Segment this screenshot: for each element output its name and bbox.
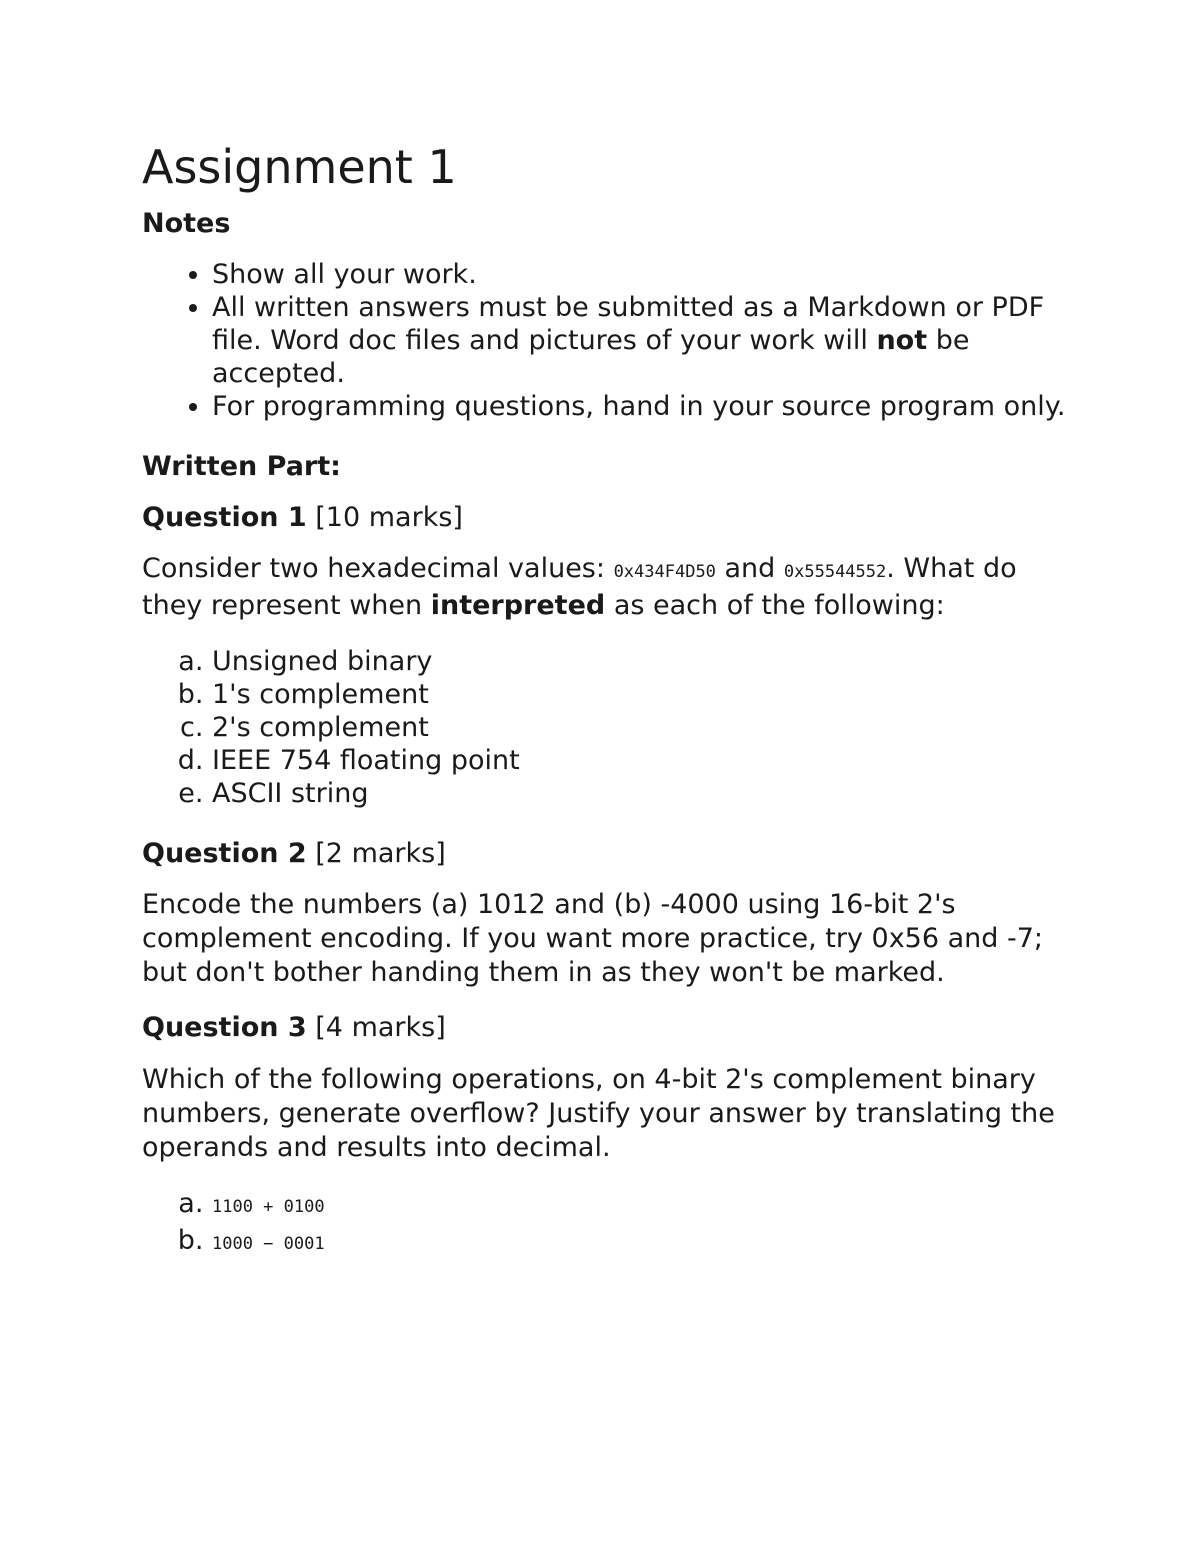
notes-written-post: be accepted. (212, 325, 970, 390)
question-1-text (142, 552, 1072, 623)
question-3-title: Question 3 (142, 1012, 307, 1044)
question-3-heading (142, 1012, 1072, 1044)
q1-text-and: and (715, 552, 784, 584)
question-2-marks: [2 marks] (306, 837, 446, 869)
question-2-text: Encode the numbers (a) 1012 and (b) -4000 using 16-bit 2's complement encoding. If you want more practice, try 0x56 and -7; but don't bother handing them in as they won't be marked. (142, 889, 1044, 989)
question-1-title: Question 1 (142, 501, 307, 533)
q3-option-a-code: 1100 + 0100 (212, 1196, 325, 1217)
notes-written-bold: not (876, 325, 928, 357)
q1-text-mid: . What do they represent when (142, 552, 1017, 621)
notes-item-written-answers (212, 291, 1072, 390)
question-1-options (142, 645, 1072, 810)
q1-hex-1: 0x434F4D50 (613, 561, 716, 582)
q1-option-a: a. Unsigned binary (212, 645, 1072, 678)
q1-text-pre: Consider two hexadecimal values: (142, 552, 614, 584)
q3-option-a (212, 1187, 1072, 1224)
q1-option-d: d. IEEE 754 floating point (212, 744, 1072, 777)
notes-list (142, 258, 1072, 423)
question-1-marks: [10 marks] (306, 501, 463, 533)
q1-option-e: e. ASCII string (212, 777, 1072, 810)
question-2-heading (142, 838, 1072, 870)
q1-option-b: b. 1's complement (212, 678, 1072, 711)
question-3-text: Which of the following operations, on 4-bit 2's complement binary numbers, generate overflow? Justify your answer by translating the operands and results into decimal. (142, 1063, 1055, 1163)
question-3-marks: [4 marks] (306, 1012, 446, 1044)
q1-text-post: as each of the following: (605, 589, 945, 621)
notes-item-programming: • For programming questions, hand in your source program only. (212, 390, 1072, 423)
question-2-title: Question 2 (142, 837, 307, 869)
notes-heading: Notes (142, 207, 231, 239)
notes-written-pre: All written answers must be submitted as a Markdown or PDF file. Word doc files and pictures of your work will (212, 292, 1045, 357)
q1-hex-2: 0x55544552 (783, 561, 887, 582)
q3-option-b (212, 1224, 1072, 1261)
document-content (142, 138, 1072, 1289)
notes-item-show-work: • Show all your work. (212, 258, 1072, 291)
q1-option-c: c. 2's complement (212, 711, 1072, 744)
question-3-options (142, 1187, 1072, 1261)
page-title: Assignment 1 (142, 140, 457, 194)
q1-text-bold: interpreted (430, 589, 606, 621)
question-1-heading (142, 502, 1072, 534)
written-part-heading: Written Part: (142, 451, 341, 483)
q3-option-b-code: 1000 − 0001 (212, 1233, 325, 1254)
